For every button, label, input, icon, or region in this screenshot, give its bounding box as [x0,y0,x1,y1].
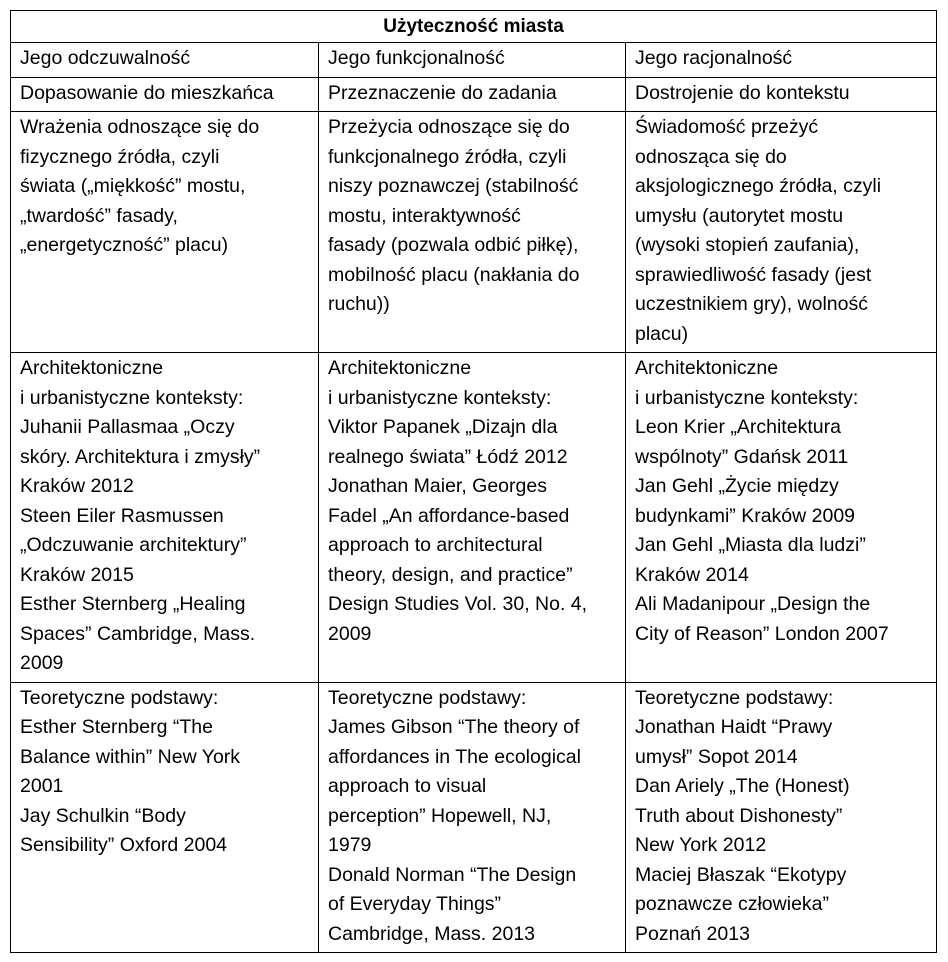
cell-line: Jan Gehl „Miasta dla ludzi” [635,534,866,556]
cell-line: Kraków 2014 [635,563,749,586]
cell-line: „Odczuwanie architektury” [20,534,247,556]
title-row [11,11,937,43]
cell-line: świata („miękkość” mostu, [20,175,246,197]
cell-line: Architektoniczne [20,357,164,379]
cell-line: perception” Hopewell, NJ, [328,804,552,827]
cell-line: 2009 [20,652,64,674]
cell-line: Teoretyczne podstawy: [20,686,219,709]
cell-line: mostu, interaktywność [328,204,521,227]
table-cell [626,353,937,683]
cell-line: i urbanistyczne konteksty: [635,386,859,409]
table-cell [319,112,626,353]
cell-line: affordances in The ecological [328,745,581,768]
cell-line: niszy poznawczej (stabilność [328,175,579,197]
table-cell [11,112,319,353]
cell-line: Design Studies Vol. 30, No. 4, [328,593,588,615]
subheader-cell: Dostrojenie do kontekstu [626,77,937,112]
subheader-cell: Przeznaczenie do zadania [319,77,626,112]
subheader-cell: Dopasowanie do mieszkańca [11,77,319,112]
cell-line: Leon Krier „Architektura [635,416,841,438]
cell-line: approach to architectural [328,534,543,556]
cell-line: theory, design, and practice” [328,563,573,586]
table-cell [11,353,319,683]
cell-line: Ali Madanipour „Design the [635,593,871,615]
cell-line: „twardość” fasady, [20,204,178,227]
cell-line: uczestnikiem gry), wolność [635,293,868,315]
table-cell [11,682,319,953]
cell-line: Cambridge, Mass. 2013 [328,922,536,945]
cell-line: budynkami” Kraków 2009 [635,504,856,527]
cell-line: Architektoniczne [328,357,472,379]
cell-line: Donald Norman “The Design [328,863,577,886]
cell-line: Jonathan Maier, Georges [328,475,547,497]
table-cell [319,682,626,953]
table-cell [626,682,937,953]
cell-line: approach to visual [328,775,487,797]
cell-line: Maciej Błaszak “Ekotypy [635,863,847,886]
cell-line: Wrażenia odnoszące się do [20,116,260,138]
table-title: Użyteczność miasta [11,11,937,43]
cell-line: Fadel „An affordance-based [328,504,570,527]
cell-line: Steen Eiler Rasmussen [20,504,224,527]
cell-line: Jay Schulkin “Body [20,804,186,827]
cell-line: 2001 [20,775,64,797]
cell-line: fizycznego źródła, czyli [20,145,220,168]
cell-line: wspólnoty” Gdańsk 2011 [635,445,849,468]
cell-line: mobilność placu (nakłania do [328,263,580,286]
cell-line: Teoretyczne podstawy: [328,686,527,709]
cell-line: Dan Ariely „The (Honest) [635,775,850,797]
cell-line: 2009 [328,622,372,645]
header-cell: Jego racjonalność [626,43,937,78]
cell-line: Viktor Papanek „Dizajn dla [328,416,558,438]
cell-line: poznawcze człowieka” [635,893,830,915]
cell-line: i urbanistyczne konteksty: [328,386,552,409]
cell-line: „energetyczność” placu) [20,234,229,256]
cell-line: Teoretyczne podstawy: [635,686,834,709]
cell-line: Spaces” Cambridge, Mass. [20,622,256,645]
cell-line: skóry. Architektura i zmysły” [20,445,261,468]
header-cell: Jego funkcjonalność [319,43,626,78]
cell-line: 1979 [328,834,372,856]
subheader-row [11,77,937,112]
cell-line: Świadomość przeżyć [635,116,819,138]
cell-line: Architektoniczne [635,357,779,379]
cell-line: Truth about Dishonesty” [635,804,843,827]
cell-line: Poznań 2013 [635,922,750,945]
header-row [11,43,937,78]
cell-line: placu) [635,322,689,345]
cell-line: i urbanistyczne konteksty: [20,386,244,409]
cell-line: James Gibson “The theory of [328,716,580,738]
cell-line: City of Reason” London 2007 [635,622,889,645]
cell-line: Juhanii Pallasmaa „Oczy [20,416,235,438]
cell-line: umysłu (autorytet mostu [635,204,844,227]
usability-table [10,10,937,953]
cell-line: Balance within” New York [20,745,241,768]
cell-line: fasady (pozwala odbić piłkę), [328,234,579,256]
cell-line: funkcjonalnego źródła, czyli [328,145,567,168]
table-cell [319,353,626,683]
cell-line: ruchu)) [328,293,390,315]
cell-line: New York 2012 [635,834,767,856]
cell-line: Esther Sternberg “The [20,716,213,738]
cell-line: (wysoki stopień zaufania), [635,234,860,256]
cell-line: odnosząca się do [635,145,787,168]
cell-line: aksjologicznego źródła, czyli [635,175,882,197]
cell-line: Kraków 2012 [20,475,134,497]
cell-line: Sensibility” Oxford 2004 [20,834,228,856]
cell-line: Esther Sternberg „Healing [20,593,246,615]
header-cell: Jego odczuwalność [11,43,319,78]
cell-line: realnego świata” Łódź 2012 [328,445,568,468]
table-row [11,682,937,953]
cell-line: of Everyday Things” [328,893,502,915]
cell-line: Jonathan Haidt “Prawy [635,716,833,738]
cell-line: Kraków 2015 [20,563,134,586]
table-row [11,353,937,683]
cell-line: Jan Gehl „Życie między [635,475,839,497]
table-row [11,112,937,353]
table-cell [626,112,937,353]
cell-line: sprawiedliwość fasady (jest [635,263,872,286]
cell-line: Przeżycia odnoszące się do [328,116,570,138]
cell-line: umysł” Sopot 2014 [635,745,798,768]
